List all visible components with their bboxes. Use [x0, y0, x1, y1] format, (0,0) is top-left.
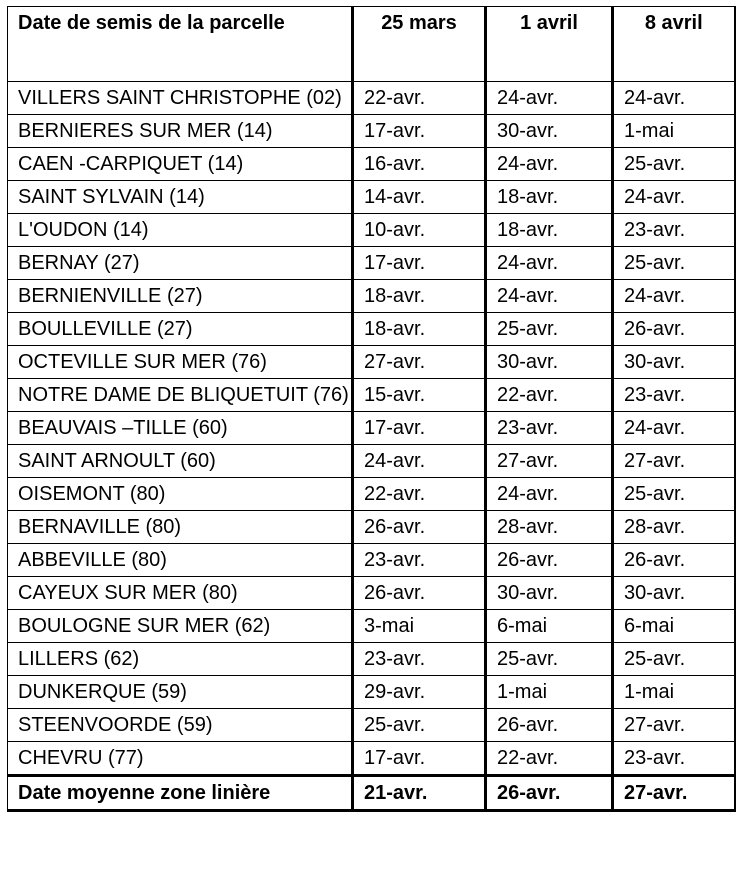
date-1-avril-cell: 22-avr.: [486, 379, 613, 412]
station-cell: BOULLEVILLE (27): [8, 313, 353, 346]
station-cell: L'OUDON (14): [8, 214, 353, 247]
header-cell-sowing-date-label: Date de semis de la parcelle: [8, 7, 353, 82]
station-cell: STEENVOORDE (59): [8, 709, 353, 742]
table-row: [8, 610, 735, 643]
date-25-mars-cell: 3-mai: [353, 610, 486, 643]
station-cell: LILLERS (62): [8, 643, 353, 676]
table-row: [8, 544, 735, 577]
header-cell-8-avril: 8 avril: [613, 7, 735, 82]
table-row: [8, 82, 735, 115]
date-8-avril-cell: 30-avr.: [613, 577, 735, 610]
date-8-avril-cell: 1-mai: [613, 676, 735, 709]
table-row: [8, 280, 735, 313]
station-cell: BERNAVILLE (80): [8, 511, 353, 544]
station-cell: VILLERS SAINT CHRISTOPHE (02): [8, 82, 353, 115]
table-row: [8, 379, 735, 412]
date-1-avril-cell: 24-avr.: [486, 148, 613, 181]
date-1-avril-cell: 25-avr.: [486, 313, 613, 346]
date-8-avril-cell: 30-avr.: [613, 346, 735, 379]
date-8-avril-cell: 23-avr.: [613, 214, 735, 247]
date-1-avril-cell: 24-avr.: [486, 478, 613, 511]
date-25-mars-cell: 17-avr.: [353, 247, 486, 280]
station-cell: OCTEVILLE SUR MER (76): [8, 346, 353, 379]
table-row: [8, 115, 735, 148]
date-1-avril-cell: 28-avr.: [486, 511, 613, 544]
date-1-avril-cell: 24-avr.: [486, 247, 613, 280]
average-25-mars-cell: 21-avr.: [353, 776, 486, 811]
date-25-mars-cell: 29-avr.: [353, 676, 486, 709]
date-25-mars-cell: 23-avr.: [353, 643, 486, 676]
station-cell: BERNIENVILLE (27): [8, 280, 353, 313]
table-row: [8, 214, 735, 247]
header-cell-25-mars: 25 mars: [353, 7, 486, 82]
station-cell: BERNIERES SUR MER (14): [8, 115, 353, 148]
date-8-avril-cell: 28-avr.: [613, 511, 735, 544]
header-cell-1-avril: 1 avril: [486, 7, 613, 82]
date-25-mars-cell: 26-avr.: [353, 577, 486, 610]
average-label-cell: Date moyenne zone linière: [8, 776, 353, 811]
table-header: [8, 7, 735, 82]
table-body: [8, 82, 735, 811]
date-25-mars-cell: 17-avr.: [353, 742, 486, 776]
date-1-avril-cell: 25-avr.: [486, 643, 613, 676]
table-row: [8, 478, 735, 511]
station-cell: OISEMONT (80): [8, 478, 353, 511]
date-25-mars-cell: 18-avr.: [353, 313, 486, 346]
average-1-avril-cell: 26-avr.: [486, 776, 613, 811]
date-1-avril-cell: 6-mai: [486, 610, 613, 643]
date-8-avril-cell: 27-avr.: [613, 445, 735, 478]
date-8-avril-cell: 25-avr.: [613, 478, 735, 511]
table-row: [8, 643, 735, 676]
levee-dates-table: [7, 6, 736, 812]
date-25-mars-cell: 25-avr.: [353, 709, 486, 742]
table-row: [8, 445, 735, 478]
table-row: [8, 148, 735, 181]
date-8-avril-cell: 25-avr.: [613, 643, 735, 676]
table-row: [8, 247, 735, 280]
station-cell: BOULOGNE SUR MER (62): [8, 610, 353, 643]
station-cell: BEAUVAIS –TILLE (60): [8, 412, 353, 445]
date-25-mars-cell: 27-avr.: [353, 346, 486, 379]
table-row: [8, 709, 735, 742]
date-1-avril-cell: 22-avr.: [486, 742, 613, 776]
date-1-avril-cell: 26-avr.: [486, 544, 613, 577]
table-row: [8, 511, 735, 544]
date-25-mars-cell: 15-avr.: [353, 379, 486, 412]
table-row: [8, 313, 735, 346]
date-25-mars-cell: 10-avr.: [353, 214, 486, 247]
average-8-avril-cell: 27-avr.: [613, 776, 735, 811]
date-8-avril-cell: 27-avr.: [613, 709, 735, 742]
average-row: [8, 776, 735, 811]
date-8-avril-cell: 25-avr.: [613, 247, 735, 280]
table-row: [8, 676, 735, 709]
date-8-avril-cell: 24-avr.: [613, 181, 735, 214]
date-25-mars-cell: 14-avr.: [353, 181, 486, 214]
station-cell: ABBEVILLE (80): [8, 544, 353, 577]
date-8-avril-cell: 26-avr.: [613, 544, 735, 577]
station-cell: SAINT ARNOULT (60): [8, 445, 353, 478]
date-1-avril-cell: 30-avr.: [486, 346, 613, 379]
date-8-avril-cell: 24-avr.: [613, 280, 735, 313]
date-25-mars-cell: 18-avr.: [353, 280, 486, 313]
date-1-avril-cell: 24-avr.: [486, 280, 613, 313]
date-1-avril-cell: 27-avr.: [486, 445, 613, 478]
table-row: [8, 742, 735, 776]
date-25-mars-cell: 16-avr.: [353, 148, 486, 181]
date-1-avril-cell: 26-avr.: [486, 709, 613, 742]
date-25-mars-cell: 22-avr.: [353, 82, 486, 115]
station-cell: CAEN -CARPIQUET (14): [8, 148, 353, 181]
table-row: [8, 577, 735, 610]
date-1-avril-cell: 1-mai: [486, 676, 613, 709]
date-1-avril-cell: 18-avr.: [486, 181, 613, 214]
table-row: [8, 412, 735, 445]
date-1-avril-cell: 23-avr.: [486, 412, 613, 445]
date-25-mars-cell: 23-avr.: [353, 544, 486, 577]
date-1-avril-cell: 30-avr.: [486, 577, 613, 610]
date-25-mars-cell: 17-avr.: [353, 115, 486, 148]
date-8-avril-cell: 6-mai: [613, 610, 735, 643]
station-cell: CAYEUX SUR MER (80): [8, 577, 353, 610]
date-1-avril-cell: 18-avr.: [486, 214, 613, 247]
date-1-avril-cell: 24-avr.: [486, 82, 613, 115]
date-25-mars-cell: 17-avr.: [353, 412, 486, 445]
date-8-avril-cell: 26-avr.: [613, 313, 735, 346]
date-1-avril-cell: 30-avr.: [486, 115, 613, 148]
station-cell: BERNAY (27): [8, 247, 353, 280]
station-cell: CHEVRU (77): [8, 742, 353, 776]
date-8-avril-cell: 23-avr.: [613, 379, 735, 412]
date-25-mars-cell: 22-avr.: [353, 478, 486, 511]
station-cell: SAINT SYLVAIN (14): [8, 181, 353, 214]
table-row: [8, 346, 735, 379]
station-cell: NOTRE DAME DE BLIQUETUIT (76): [8, 379, 353, 412]
table-row: [8, 181, 735, 214]
date-25-mars-cell: 24-avr.: [353, 445, 486, 478]
header-row: [8, 7, 735, 82]
date-25-mars-cell: 26-avr.: [353, 511, 486, 544]
date-8-avril-cell: 24-avr.: [613, 412, 735, 445]
date-8-avril-cell: 23-avr.: [613, 742, 735, 776]
station-cell: DUNKERQUE (59): [8, 676, 353, 709]
date-8-avril-cell: 1-mai: [613, 115, 735, 148]
date-8-avril-cell: 24-avr.: [613, 82, 735, 115]
date-8-avril-cell: 25-avr.: [613, 148, 735, 181]
